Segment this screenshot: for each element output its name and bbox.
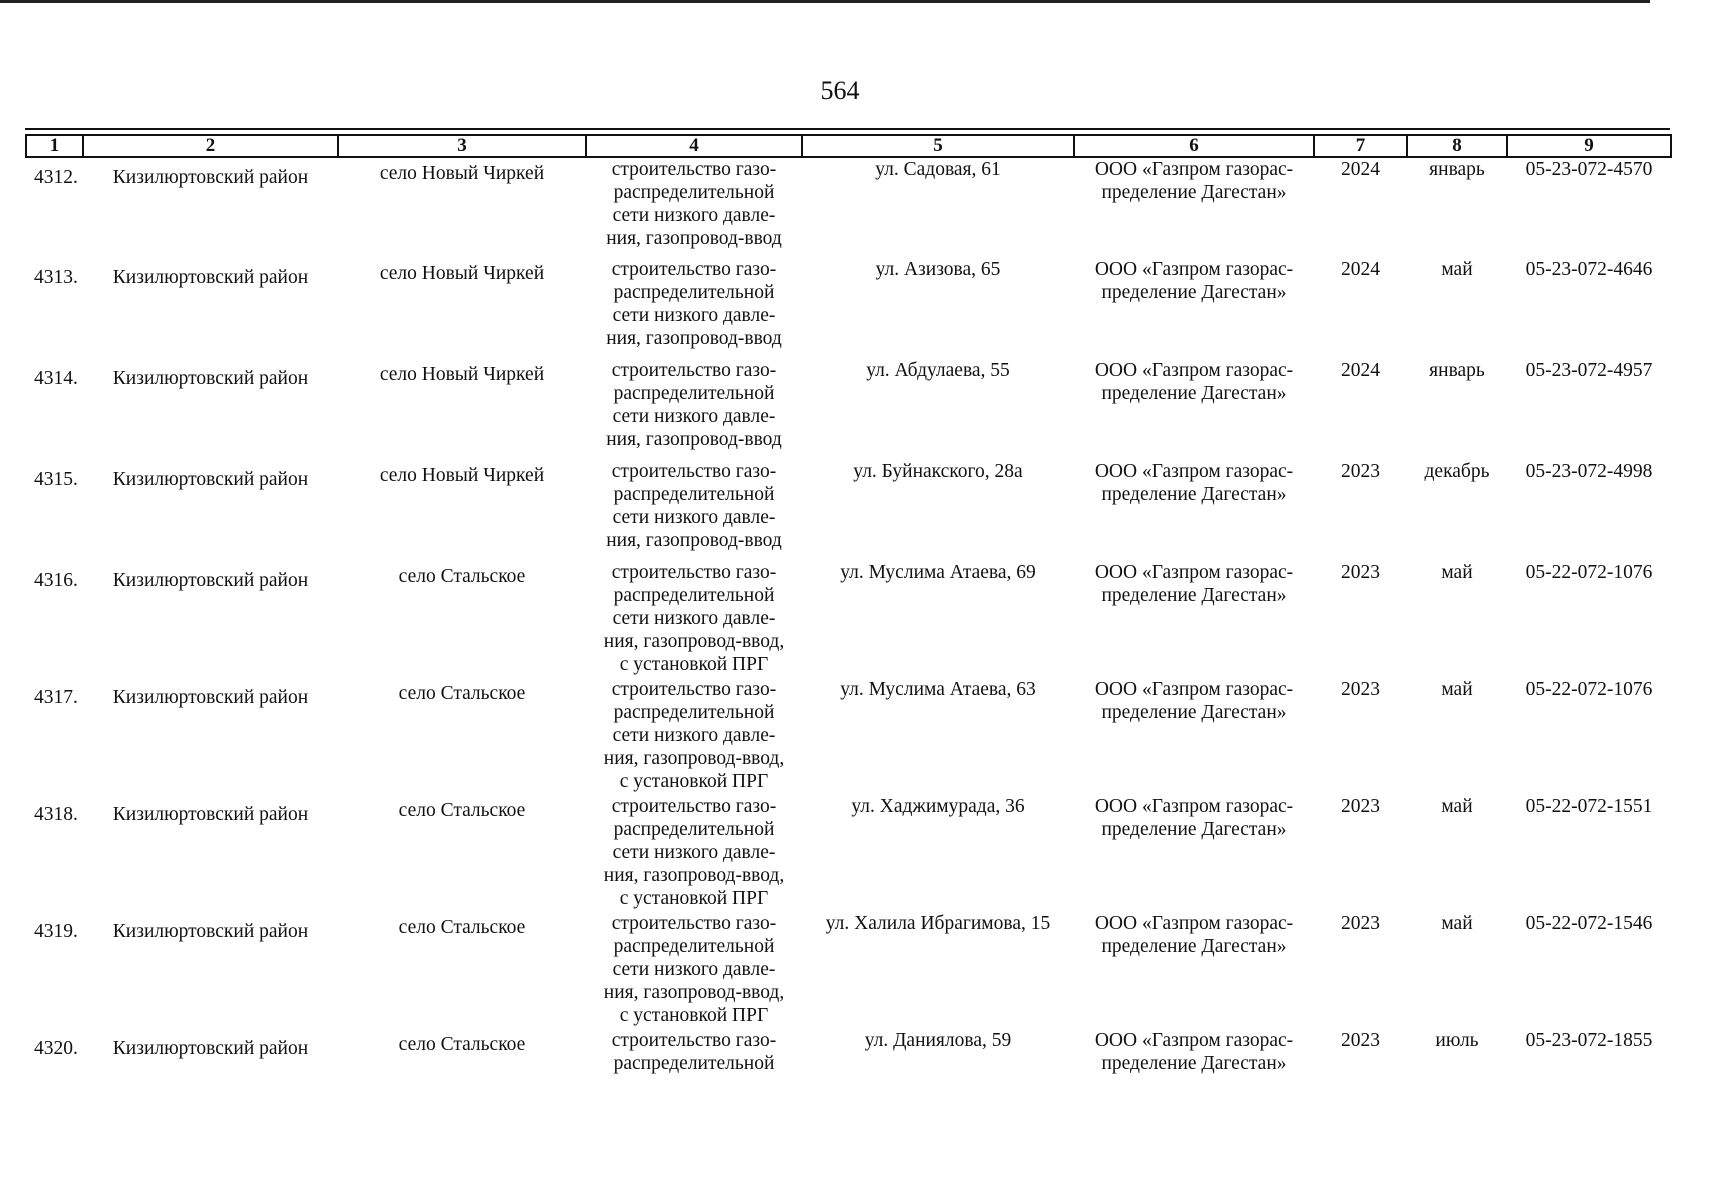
description-line: строительство газо- <box>611 159 777 180</box>
description-line: ния, газопровод-ввод, <box>603 982 785 1003</box>
column-header: 7 <box>1314 135 1407 157</box>
table-row <box>26 157 1671 258</box>
description-line: распределительной <box>613 182 775 203</box>
code-cell: 05-22-072-1076 <box>1525 679 1653 700</box>
row-number: 4314. <box>34 368 78 389</box>
year-cell: 2024 <box>1341 259 1380 280</box>
organization-line: ООО «Газпром газорас- <box>1094 679 1294 700</box>
organization-cell <box>1074 1029 1314 1089</box>
description-cell <box>586 157 802 258</box>
description-line: сети низкого давле- <box>612 507 776 528</box>
organization-line: пределение Дагестан» <box>1101 819 1287 840</box>
district-cell: Кизилюртовский район <box>112 804 309 825</box>
description-cell <box>586 561 802 678</box>
description-cell <box>586 359 802 460</box>
table-row <box>26 1029 1671 1089</box>
locality-cell: село Новый Чиркей <box>379 364 545 385</box>
year-cell: 2023 <box>1341 679 1380 700</box>
description-line: ния, газопровод-ввод <box>606 328 782 349</box>
description-line: ния, газопровод-ввод, <box>603 748 785 769</box>
street-cell: ул. Халила Ибрагимова, 15 <box>825 913 1051 934</box>
description-line: сети низкого давле- <box>612 406 776 427</box>
column-header: 6 <box>1074 135 1314 157</box>
description-line: сети низкого давле- <box>612 959 776 980</box>
description-line: сети низкого давле- <box>612 205 776 226</box>
organization-cell <box>1074 561 1314 678</box>
code-cell: 05-22-072-1551 <box>1525 796 1653 817</box>
organization-line: пределение Дагестан» <box>1101 585 1287 606</box>
district-cell: Кизилюртовский район <box>112 921 309 942</box>
data-table <box>25 134 1672 1089</box>
organization-line: ООО «Газпром газорас- <box>1094 1030 1294 1051</box>
district-cell: Кизилюртовский район <box>112 368 309 389</box>
table-row <box>26 460 1671 561</box>
description-cell <box>586 678 802 795</box>
organization-cell <box>1074 912 1314 1029</box>
organization-cell <box>1074 460 1314 561</box>
organization-cell <box>1074 157 1314 258</box>
month-cell: январь <box>1429 360 1485 381</box>
organization-line: пределение Дагестан» <box>1101 282 1287 303</box>
column-header: 9 <box>1507 135 1671 157</box>
description-line: распределительной <box>613 819 775 840</box>
description-cell <box>586 795 802 912</box>
description-line: распределительной <box>613 1053 775 1074</box>
table-row <box>26 359 1671 460</box>
description-line: строительство газо- <box>611 796 777 817</box>
header-row <box>26 135 1671 157</box>
column-header: 4 <box>586 135 802 157</box>
description-line: ния, газопровод-ввод, <box>603 865 785 886</box>
street-cell: ул. Муслима Атаева, 63 <box>840 679 1036 700</box>
code-cell: 05-22-072-1546 <box>1525 913 1653 934</box>
column-header: 8 <box>1407 135 1507 157</box>
column-header: 3 <box>338 135 586 157</box>
locality-cell: село Стальское <box>398 683 526 704</box>
locality-cell: село Стальское <box>398 1034 526 1055</box>
description-line: строительство газо- <box>611 679 777 700</box>
organization-line: ООО «Газпром газорас- <box>1094 562 1294 583</box>
description-line: строительство газо- <box>611 259 777 280</box>
street-cell: ул. Абдулаева, 55 <box>866 360 1010 381</box>
row-number: 4316. <box>34 570 78 591</box>
organization-cell <box>1074 678 1314 795</box>
month-cell: май <box>1441 562 1473 583</box>
description-line: сети низкого давле- <box>612 725 776 746</box>
description-line: строительство газо- <box>611 360 777 381</box>
column-header: 5 <box>802 135 1074 157</box>
year-cell: 2023 <box>1341 913 1380 934</box>
code-cell: 05-23-072-1855 <box>1525 1030 1653 1051</box>
row-number: 4315. <box>34 469 78 490</box>
page-number: 564 <box>820 76 860 105</box>
organization-line: ООО «Газпром газорас- <box>1094 461 1294 482</box>
street-cell: ул. Даниялова, 59 <box>864 1030 1012 1051</box>
description-line: распределительной <box>613 383 775 404</box>
year-cell: 2024 <box>1341 360 1380 381</box>
month-cell: май <box>1441 679 1473 700</box>
organization-line: пределение Дагестан» <box>1101 936 1287 957</box>
year-cell: 2023 <box>1341 562 1380 583</box>
organization-line: ООО «Газпром газорас- <box>1094 913 1294 934</box>
organization-cell <box>1074 359 1314 460</box>
table-row <box>26 561 1671 678</box>
description-line: с установкой ПРГ <box>619 771 769 792</box>
description-line: строительство газо- <box>611 1030 777 1051</box>
month-cell: май <box>1441 913 1473 934</box>
organization-line: пределение Дагестан» <box>1101 182 1287 203</box>
street-cell: ул. Буйнакского, 28а <box>853 461 1023 482</box>
description-line: сети низкого давле- <box>612 842 776 863</box>
locality-cell: село Стальское <box>398 917 526 938</box>
description-line: сети низкого давле- <box>612 305 776 326</box>
description-cell <box>586 1029 802 1089</box>
month-cell: январь <box>1429 159 1485 180</box>
column-header: 1 <box>26 135 83 157</box>
table-row <box>26 912 1671 1029</box>
organization-line: ООО «Газпром газорас- <box>1094 259 1294 280</box>
row-number: 4312. <box>34 167 78 188</box>
description-line: распределительной <box>613 585 775 606</box>
locality-cell: село Новый Чиркей <box>379 263 545 284</box>
district-cell: Кизилюртовский район <box>112 687 309 708</box>
description-cell <box>586 258 802 359</box>
organization-line: ООО «Газпром газорас- <box>1094 796 1294 817</box>
table-body <box>26 157 1671 1089</box>
district-cell: Кизилюртовский район <box>112 570 309 591</box>
month-cell: июль <box>1435 1030 1479 1051</box>
district-cell: Кизилюртовский район <box>112 167 309 188</box>
locality-cell: село Стальское <box>398 800 526 821</box>
row-number: 4320. <box>34 1038 78 1059</box>
month-cell: май <box>1441 259 1473 280</box>
description-cell <box>586 912 802 1029</box>
street-cell: ул. Азизова, 65 <box>875 259 1001 280</box>
code-cell: 05-23-072-4570 <box>1525 159 1653 180</box>
organization-cell <box>1074 258 1314 359</box>
code-cell: 05-23-072-4998 <box>1525 461 1653 482</box>
description-line: ния, газопровод-ввод <box>606 429 782 450</box>
street-cell: ул. Муслима Атаева, 69 <box>840 562 1036 583</box>
district-cell: Кизилюртовский район <box>112 267 309 288</box>
street-cell: ул. Садовая, 61 <box>875 159 1001 180</box>
locality-cell: село Новый Чиркей <box>379 465 545 486</box>
year-cell: 2023 <box>1341 461 1380 482</box>
organization-line: пределение Дагестан» <box>1101 702 1287 723</box>
description-line: ния, газопровод-ввод <box>606 228 782 249</box>
row-number: 4317. <box>34 687 78 708</box>
row-number: 4318. <box>34 804 78 825</box>
organization-line: пределение Дагестан» <box>1101 484 1287 505</box>
district-cell: Кизилюртовский район <box>112 469 309 490</box>
description-line: с установкой ПРГ <box>619 888 769 909</box>
table-top-rule <box>25 128 1670 130</box>
description-line: с установкой ПРГ <box>619 1005 769 1026</box>
year-cell: 2024 <box>1341 159 1380 180</box>
description-line: распределительной <box>613 936 775 957</box>
description-line: строительство газо- <box>611 461 777 482</box>
row-number: 4319. <box>34 921 78 942</box>
description-line: ния, газопровод-ввод <box>606 530 782 551</box>
code-cell: 05-23-072-4957 <box>1525 360 1653 381</box>
locality-cell: село Стальское <box>398 566 526 587</box>
description-line: распределительной <box>613 484 775 505</box>
description-line: строительство газо- <box>611 562 777 583</box>
description-line: с установкой ПРГ <box>619 654 769 675</box>
description-cell <box>586 460 802 561</box>
description-line: ния, газопровод-ввод, <box>603 631 785 652</box>
street-cell: ул. Хаджимурада, 36 <box>851 796 1025 817</box>
row-number: 4313. <box>34 267 78 288</box>
description-line: сети низкого давле- <box>612 608 776 629</box>
scan-edge-line <box>0 0 1650 3</box>
description-line: распределительной <box>613 282 775 303</box>
district-cell: Кизилюртовский район <box>112 1038 309 1059</box>
code-cell: 05-23-072-4646 <box>1525 259 1653 280</box>
organization-line: пределение Дагестан» <box>1101 1053 1287 1074</box>
code-cell: 05-22-072-1076 <box>1525 562 1653 583</box>
table-row <box>26 678 1671 795</box>
table-row <box>26 795 1671 912</box>
year-cell: 2023 <box>1341 796 1380 817</box>
description-line: распределительной <box>613 702 775 723</box>
locality-cell: село Новый Чиркей <box>379 163 545 184</box>
organization-line: ООО «Газпром газорас- <box>1094 159 1294 180</box>
column-header: 2 <box>83 135 338 157</box>
organization-line: ООО «Газпром газорас- <box>1094 360 1294 381</box>
description-line: строительство газо- <box>611 913 777 934</box>
year-cell: 2023 <box>1341 1030 1380 1051</box>
month-cell: май <box>1441 796 1473 817</box>
organization-line: пределение Дагестан» <box>1101 383 1287 404</box>
month-cell: декабрь <box>1424 461 1490 482</box>
table-row <box>26 258 1671 359</box>
organization-cell <box>1074 795 1314 912</box>
